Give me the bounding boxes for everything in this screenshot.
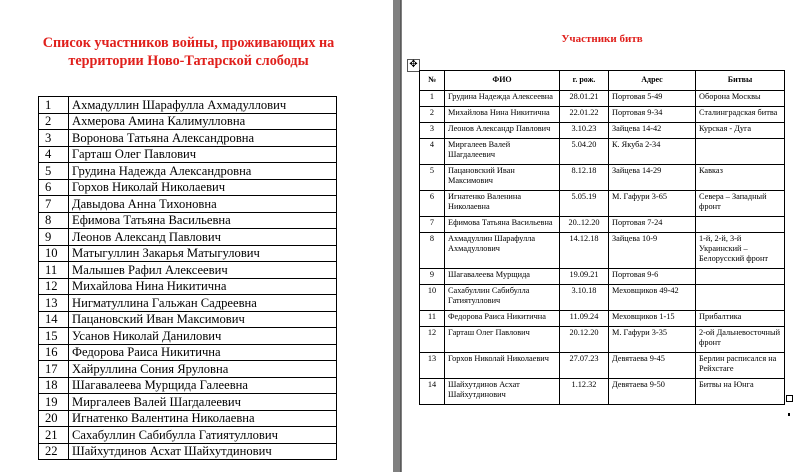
table-header-row	[420, 71, 785, 91]
row-number: 8	[39, 212, 69, 229]
table-resize-handle[interactable]	[786, 395, 793, 402]
birth-date: 5.05.19	[560, 191, 609, 217]
header-battles: Битвы	[696, 71, 785, 91]
battles: 2-ой Дальневосточный фронт	[696, 327, 785, 353]
table-row	[420, 91, 785, 107]
participant-name: Грудина Надежда Александровна	[69, 163, 337, 180]
participant-name: Гарташ Олег Павлович	[69, 146, 337, 163]
participant-name: Грудина Надежда Алексеевна	[445, 91, 560, 107]
row-number: 7	[39, 196, 69, 213]
table-row	[420, 139, 785, 165]
participant-name: Федорова Раиса Никитична	[69, 344, 337, 361]
address: Меховщиков 1-15	[609, 311, 696, 327]
participants-list-table	[38, 96, 337, 460]
row-number: 16	[39, 344, 69, 361]
row-number: 10	[420, 285, 445, 311]
row-number: 5	[420, 165, 445, 191]
address: Девятаева 9-45	[609, 353, 696, 379]
birth-date: 8.12.18	[560, 165, 609, 191]
birth-date: 27.07.23	[560, 353, 609, 379]
table-row	[39, 212, 337, 229]
participant-name: Миргалеев Валей Шагдалеевич	[69, 394, 337, 411]
participant-name: Шагавалеева Мурщида	[445, 269, 560, 285]
row-number: 9	[39, 229, 69, 246]
participant-name: Усанов Николай Данилович	[69, 328, 337, 345]
section-title: Участники битв	[561, 33, 643, 45]
row-number: 19	[39, 394, 69, 411]
participant-name: Федорова Раиса Никитична	[445, 311, 560, 327]
header-fio: ФИО	[445, 71, 560, 91]
birth-date: 3.10.18	[560, 285, 609, 311]
address: Девятаева 9-50	[609, 379, 696, 405]
table-row	[39, 410, 337, 427]
table-row	[420, 379, 785, 405]
birth-date: 19.09.21	[560, 269, 609, 285]
table-row	[39, 97, 337, 114]
battles	[696, 285, 785, 311]
table-row	[420, 217, 785, 233]
participant-name: Леонов Александ Павлович	[69, 229, 337, 246]
participant-name: Хайруллина Сония Яруловна	[69, 361, 337, 378]
row-number: 7	[420, 217, 445, 233]
row-number: 11	[39, 262, 69, 279]
participant-name: Пацановский Иван Максимович	[445, 165, 560, 191]
table-row	[39, 361, 337, 378]
table-row	[39, 229, 337, 246]
table-row	[420, 327, 785, 353]
row-number: 13	[420, 353, 445, 379]
table-move-handle-icon[interactable]: ✥	[407, 59, 420, 72]
table-row	[39, 163, 337, 180]
participant-name: Игнатенко Валенина Николаевна	[445, 191, 560, 217]
participant-name: Сахабуллин Сабибулла Гатиятуллович	[445, 285, 560, 311]
participant-name: Давыдова Анна Тихоновна	[69, 196, 337, 213]
row-number: 2	[39, 113, 69, 130]
participant-name: Гарташ Олег Павлович	[445, 327, 560, 353]
row-number: 18	[39, 377, 69, 394]
table-row	[39, 427, 337, 444]
address: Портовая 9-6	[609, 269, 696, 285]
participant-name: Шайхутдинов Асхат Шайхутдинович	[445, 379, 560, 405]
row-number: 12	[39, 278, 69, 295]
row-number: 15	[39, 328, 69, 345]
battles: Битвы на Юнга	[696, 379, 785, 405]
table-row	[39, 113, 337, 130]
table-row	[420, 353, 785, 379]
table-row	[420, 233, 785, 269]
participant-name: Ахмерова Амина Калимулловна	[69, 113, 337, 130]
row-number: 14	[39, 311, 69, 328]
address: Портовая 9-34	[609, 107, 696, 123]
header-born: г. рож.	[560, 71, 609, 91]
participant-name: Горхов Николай Николаевич	[69, 179, 337, 196]
participant-name: Ефимова Татьяна Васильевна	[445, 217, 560, 233]
table-row	[420, 165, 785, 191]
birth-date: 3.10.23	[560, 123, 609, 139]
row-number: 3	[420, 123, 445, 139]
table-row	[420, 191, 785, 217]
row-number: 20	[39, 410, 69, 427]
row-number: 2	[420, 107, 445, 123]
birth-date: 11.09.24	[560, 311, 609, 327]
document-page-left	[0, 0, 393, 472]
row-number: 12	[420, 327, 445, 353]
table-row	[420, 311, 785, 327]
participant-name: Михайлова Нина Никитична	[69, 278, 337, 295]
table-row	[420, 285, 785, 311]
table-row	[39, 311, 337, 328]
table-row	[39, 443, 337, 460]
row-number: 1	[420, 91, 445, 107]
row-number: 13	[39, 295, 69, 312]
birth-date: 20..12.20	[560, 217, 609, 233]
address: К. Якуба 2-34	[609, 139, 696, 165]
participant-name: Михайлова Нина Никитична	[445, 107, 560, 123]
table-row	[39, 146, 337, 163]
battles: Прибалтика	[696, 311, 785, 327]
battles: Курская - Дуга	[696, 123, 785, 139]
row-number: 9	[420, 269, 445, 285]
paragraph-mark	[788, 413, 790, 416]
row-number: 3	[39, 130, 69, 147]
participant-name: Матыгуллин Закарья Матыгулович	[69, 245, 337, 262]
participant-name: Воронова Татьяна Александровна	[69, 130, 337, 147]
row-number: 1	[39, 97, 69, 114]
participant-name: Игнатенко Валентина Николаевна	[69, 410, 337, 427]
table-row	[39, 245, 337, 262]
participant-name: Ахмадуллин Шарафулла Ахмадуллович	[445, 233, 560, 269]
battles: Сталинградская битва	[696, 107, 785, 123]
battles: 1-й, 2-й, 3-й Украинский – Белорусский фронт	[696, 233, 785, 269]
birth-date: 5.04.20	[560, 139, 609, 165]
table-row	[39, 344, 337, 361]
address: Зайцева 10-9	[609, 233, 696, 269]
participant-name: Шайхутдинов Асхат Шайхутдинович	[69, 443, 337, 460]
birth-date: 1.12.32	[560, 379, 609, 405]
row-number: 22	[39, 443, 69, 460]
document-page-right	[402, 0, 803, 472]
address: Портовая 7-24	[609, 217, 696, 233]
table-row	[39, 394, 337, 411]
address: Зайцева 14-29	[609, 165, 696, 191]
participant-name: Нигматуллина Гальжан Садреевна	[69, 295, 337, 312]
table-row	[39, 328, 337, 345]
table-row	[39, 377, 337, 394]
row-number: 4	[420, 139, 445, 165]
address: М. Гафури 3-65	[609, 191, 696, 217]
participant-name: Миргалеев Валей Шагдалеевич	[445, 139, 560, 165]
table-row	[420, 123, 785, 139]
page-gutter-divider	[400, 0, 401, 472]
participant-name: Шагавалеева Мурщида Галеевна	[69, 377, 337, 394]
row-number: 11	[420, 311, 445, 327]
participant-name: Сахабуллин Сабибулла Гатиятуллович	[69, 427, 337, 444]
table-row	[420, 269, 785, 285]
birth-date: 28.01.21	[560, 91, 609, 107]
table-row	[39, 130, 337, 147]
battles: Севера – Западный фронт	[696, 191, 785, 217]
battles	[696, 269, 785, 285]
row-number: 4	[39, 146, 69, 163]
address: М. Гафури 3-35	[609, 327, 696, 353]
table-row	[39, 196, 337, 213]
table-row	[39, 179, 337, 196]
row-number: 8	[420, 233, 445, 269]
page-title: Список участников войны, проживающих на территории Ново-Татарской слободы	[42, 35, 335, 69]
header-address: Адрес	[609, 71, 696, 91]
battles	[696, 139, 785, 165]
participant-name: Леонов Александр Павлович	[445, 123, 560, 139]
birth-date: 14.12.18	[560, 233, 609, 269]
participant-name: Ефимова Татьяна Васильевна	[69, 212, 337, 229]
table-row	[39, 262, 337, 279]
row-number: 17	[39, 361, 69, 378]
birth-date: 22.01.22	[560, 107, 609, 123]
table-row	[420, 107, 785, 123]
address: Зайцева 14-42	[609, 123, 696, 139]
participant-name: Ахмадуллин Шарафулла Ахмадуллович	[69, 97, 337, 114]
battles: Берлин расписался на Рейхстаге	[696, 353, 785, 379]
row-number: 21	[39, 427, 69, 444]
table-row	[39, 295, 337, 312]
battles: Кавказ	[696, 165, 785, 191]
birth-date: 20.12.20	[560, 327, 609, 353]
battles-table	[419, 70, 785, 405]
participant-name: Пацановский Иван Максимович	[69, 311, 337, 328]
header-num: №	[420, 71, 445, 91]
participant-name: Горхов Николай Николаевич	[445, 353, 560, 379]
row-number: 6	[420, 191, 445, 217]
battles	[696, 217, 785, 233]
table-row	[39, 278, 337, 295]
battles: Оборона Москвы	[696, 91, 785, 107]
row-number: 6	[39, 179, 69, 196]
participant-name: Малышев Рафил Алексеевич	[69, 262, 337, 279]
row-number: 14	[420, 379, 445, 405]
address: Меховщиков 49-42	[609, 285, 696, 311]
row-number: 10	[39, 245, 69, 262]
row-number: 5	[39, 163, 69, 180]
address: Портовая 5-49	[609, 91, 696, 107]
